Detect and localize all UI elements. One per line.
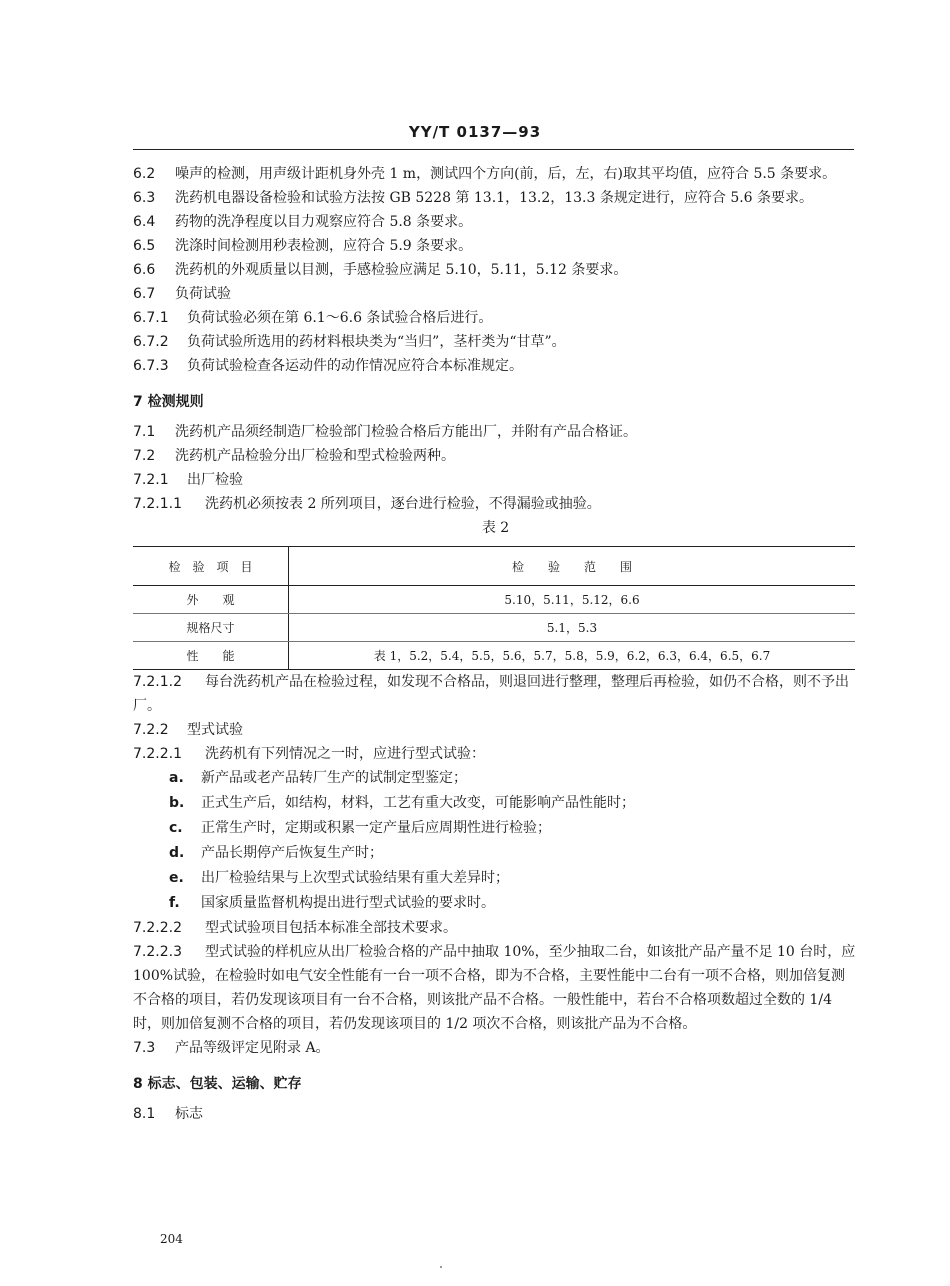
table-header-row [133,547,855,586]
list-item: f. 国家质量监督机构提出进行型式试验的要求时。 [169,895,495,911]
table-cell-range: 表 1，5.2，5.4，5.5，5.6，5.7，5.8，5.9，6.2，6.3，6.4，6.5，6.7 [373,649,771,663]
header-rule [133,149,854,150]
list-item: a. 新产品或老产品转厂生产的试制定型鉴定； [169,770,467,786]
standard-code-header: YY/T 0137—93 [408,123,542,141]
table-cell-item: 性 能 [133,642,289,670]
clause-6-7-3: 6.7.3 负荷试验检查各运动件的动作情况应符合本标准规定。 [133,358,523,374]
clause-7-1: 7.1 洗药机产品须经制造厂检验部门检验合格后方能出厂，并附有产品合格证。 [133,424,637,440]
clause-7-2-1-1: 7.2.1.1 洗药机必须按表 2 所列项目，逐台进行检验，不得漏验或抽验。 [133,496,601,512]
clause-7-2: 7.2 洗药机产品检验分出厂检验和型式检验两种。 [133,448,455,464]
clause-6-4: 6.4 药物的洗净程度以目力观察应符合 5.8 条要求。 [133,214,473,230]
section-8-heading: 8 标志、包装、运输、贮存 [133,1076,302,1092]
table-header-range: 检 验 范 围 [289,547,856,586]
clause-6-2: 6.2 噪声的检测，用声级计距机身外壳 1 m，测试四个方向(前，后，左，右)取其平均值，应符合 5.5 条要求。 [133,166,837,182]
clause-7-3: 7.3 产品等级评定见附录 A。 [133,1040,330,1056]
document-body [133,162,858,1126]
list-item: b. 正式生产后，如结构，材料，工艺有重大改变，可能影响产品性能时； [169,795,635,811]
table-row [133,614,855,642]
section-7-heading: 7 检测规则 [133,394,204,410]
clause-8-1: 8.1 标志 [133,1106,203,1122]
table-cell-range: 5.10，5.11，5.12，6.6 [289,586,856,614]
clause-7-2-2: 7.2.2 型式试验 [133,722,243,738]
clause-6-5: 6.5 洗涤时间检测用秒表检测，应符合 5.9 条要求。 [133,238,473,254]
list-item: d. 产品长期停产后恢复生产时； [169,845,383,861]
table-header-item: 检 验 项 目 [133,547,289,586]
clause-6-7-2: 6.7.2 负荷试验所选用的药材料根块类为“当归”，茎杆类为“甘草”。 [133,334,566,350]
clause-6-3: 6.3 洗药机电器设备检验和试验方法按 GB 5228 第 13.1，13.2，13.3 条规定进行，应符合 5.6 条要求。 [133,190,814,206]
clause-7-2-2-2: 7.2.2.2 型式试验项目包括本标准全部技术要求。 [133,920,457,936]
page-number: 204 [160,1232,183,1246]
list-item: e. 出厂检验结果与上次型式试验结果有重大差异时； [169,870,509,886]
clause-7-2-1: 7.2.1 出厂检验 [133,472,243,488]
clause-6-7: 6.7 负荷试验 [133,286,231,302]
clause-6-7-1: 6.7.1 负荷试验必须在第 6.1～6.6 条试验合格后进行。 [133,310,493,326]
clause-7-2-1-2: 7.2.1.2 每台洗药机产品在检验过程，如发现不合格品，则退回进行整理，整理后再检验，如仍不合格，则不予出厂。 [133,674,849,714]
scan-speck [440,1266,442,1268]
table-cell-item: 外 观 [133,586,289,614]
clause-7-2-2-1: 7.2.2.1 洗药机有下列情况之一时，应进行型式试验： [133,746,485,762]
table-cell-item: 规格尺寸 [133,614,289,642]
clause-6-6: 6.6 洗药机的外观质量以目测，手感检验应满足 5.10，5.11，5.12 条要求。 [133,262,628,278]
table-caption: 表 2 [481,520,510,536]
table-row [133,586,855,614]
table-row [133,642,855,670]
list-item: c. 正常生产时，定期或积累一定产量后应周期性进行检验； [169,820,551,836]
inspection-table [133,546,855,670]
table-cell-range: 5.1，5.3 [289,614,856,642]
clause-7-2-2-3: 7.2.2.3 型式试验的样机应从出厂检验合格的产品中抽取 10%，至少抽取二台，如该批产品产量不足 10 台时，应 100%试验，在检验时如电气安全性能有一台一项不合格，即为不合格，主要性能中二台有一项不合格，则加倍复测不合格的项目，若仍发现该项目有一台不合格，则该批产品不合格。一般性能中，若台不合格项数超过全数的 1/4 时，则加倍复测不合格的项目，若仍发现该项目的 1/2 项次不合格，则该批产品为不合格。 [133,944,856,1032]
